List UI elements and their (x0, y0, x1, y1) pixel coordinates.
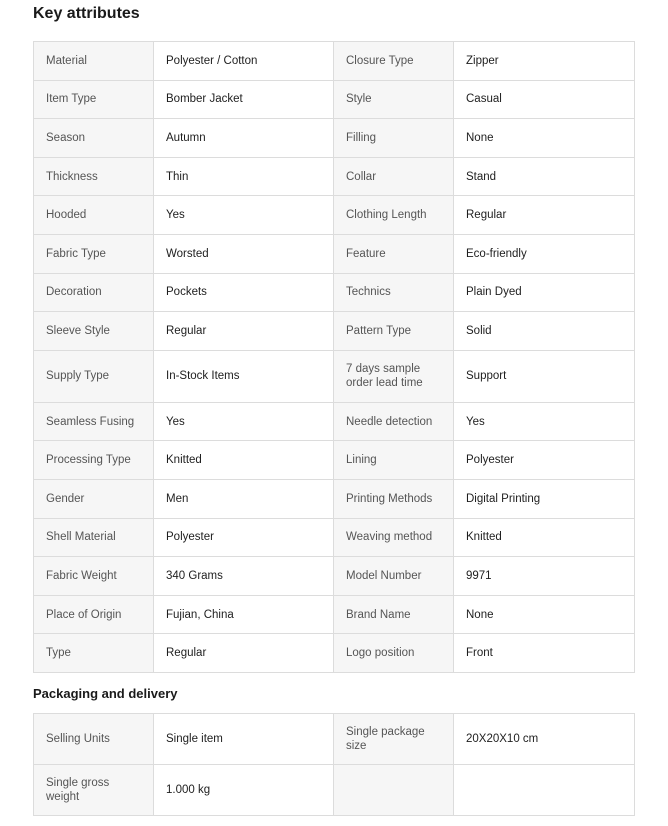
attribute-value: 1.000 kg (154, 765, 334, 816)
attribute-label: Fabric Weight (34, 557, 154, 596)
attribute-label: Feature (334, 234, 454, 273)
attribute-label: Seamless Fusing (34, 402, 154, 441)
attribute-row (34, 119, 635, 158)
attribute-value: 340 Grams (154, 557, 334, 596)
attribute-value: Bomber Jacket (154, 80, 334, 119)
attribute-label: Weaving method (334, 518, 454, 557)
attribute-label: Single gross weight (34, 765, 154, 816)
attribute-value: Fujian, China (154, 595, 334, 634)
attribute-value: Front (454, 634, 635, 673)
attribute-row (34, 42, 635, 81)
attribute-label: Pattern Type (334, 312, 454, 351)
attribute-value: Polyester (454, 441, 635, 480)
attribute-row (34, 765, 635, 816)
attribute-label: Technics (334, 273, 454, 312)
attribute-row (34, 273, 635, 312)
attribute-value: Knitted (454, 518, 635, 557)
attribute-row (34, 350, 635, 402)
attribute-value: Regular (454, 196, 635, 235)
attribute-value: Support (454, 350, 635, 402)
attribute-label: Season (34, 119, 154, 158)
attribute-row (34, 80, 635, 119)
attribute-value: Casual (454, 80, 635, 119)
attribute-label: 7 days sample order lead time (334, 350, 454, 402)
attribute-value: Regular (154, 634, 334, 673)
attribute-value: In-Stock Items (154, 350, 334, 402)
attribute-value: Yes (154, 196, 334, 235)
attribute-label: Filling (334, 119, 454, 158)
attribute-value: Polyester (154, 518, 334, 557)
attribute-label: Clothing Length (334, 196, 454, 235)
attribute-value (454, 765, 635, 816)
attribute-label: Model Number (334, 557, 454, 596)
attribute-value: Single item (154, 714, 334, 765)
attribute-label: Item Type (34, 80, 154, 119)
attribute-value: Pockets (154, 273, 334, 312)
attribute-row (34, 557, 635, 596)
attribute-row (34, 634, 635, 673)
attribute-label: Selling Units (34, 714, 154, 765)
attribute-row (34, 518, 635, 557)
attribute-label: Printing Methods (334, 479, 454, 518)
attribute-label (334, 765, 454, 816)
attribute-value: Plain Dyed (454, 273, 635, 312)
attribute-label: Thickness (34, 157, 154, 196)
attribute-label: Decoration (34, 273, 154, 312)
packaging-table (33, 713, 635, 816)
key-attributes-title: Key attributes (33, 5, 140, 22)
attribute-label: Logo position (334, 634, 454, 673)
attribute-value: 20X20X10 cm (454, 714, 635, 765)
attribute-label: Type (34, 634, 154, 673)
attribute-value: Yes (154, 402, 334, 441)
attribute-label: Processing Type (34, 441, 154, 480)
attribute-label: Single package size (334, 714, 454, 765)
attribute-value: Digital Printing (454, 479, 635, 518)
attribute-value: Yes (454, 402, 635, 441)
attribute-label: Sleeve Style (34, 312, 154, 351)
attribute-value: None (454, 119, 635, 158)
attribute-value: Polyester / Cotton (154, 42, 334, 81)
packaging-title: Packaging and delivery (33, 686, 178, 701)
attribute-label: Hooded (34, 196, 154, 235)
attribute-label: Material (34, 42, 154, 81)
attribute-value: Solid (454, 312, 635, 351)
attribute-label: Style (334, 80, 454, 119)
attribute-row (34, 441, 635, 480)
attribute-value: Regular (154, 312, 334, 351)
attribute-label: Supply Type (34, 350, 154, 402)
attribute-value: Knitted (154, 441, 334, 480)
attribute-value: Worsted (154, 234, 334, 273)
attribute-value: None (454, 595, 635, 634)
attribute-value: Zipper (454, 42, 635, 81)
attribute-value: Autumn (154, 119, 334, 158)
attribute-label: Place of Origin (34, 595, 154, 634)
attribute-value: Eco-friendly (454, 234, 635, 273)
attribute-value: Men (154, 479, 334, 518)
attribute-value: 9971 (454, 557, 635, 596)
attribute-value: Stand (454, 157, 635, 196)
attribute-row (34, 234, 635, 273)
attribute-row (34, 312, 635, 351)
attribute-label: Lining (334, 441, 454, 480)
attribute-label: Gender (34, 479, 154, 518)
attribute-row (34, 714, 635, 765)
attribute-label: Needle detection (334, 402, 454, 441)
attribute-label: Shell Material (34, 518, 154, 557)
attribute-row (34, 157, 635, 196)
key-attributes-table (33, 41, 635, 673)
attribute-row (34, 196, 635, 235)
attribute-label: Brand Name (334, 595, 454, 634)
attribute-row (34, 595, 635, 634)
attribute-label: Closure Type (334, 42, 454, 81)
attribute-label: Fabric Type (34, 234, 154, 273)
attribute-row (34, 479, 635, 518)
attribute-value: Thin (154, 157, 334, 196)
attribute-row (34, 402, 635, 441)
attribute-label: Collar (334, 157, 454, 196)
